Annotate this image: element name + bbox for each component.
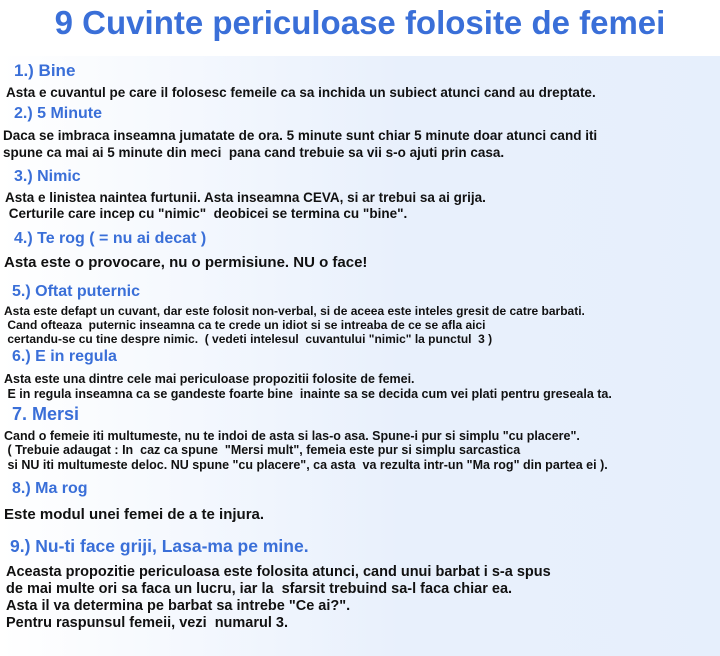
section-heading: 1.) Bine (14, 61, 76, 80)
section-line: Cand o femeie iti multumeste, nu te indoi de asta si las-o asa. Spune-i pur si simplu "cu placere". (4, 429, 580, 443)
section-line: certandu-se cu tine despre nimic. ( vedeti intelesul cuvantului "nimic" la punctul 3 ) (4, 332, 493, 346)
section-heading: 9.) Nu-ti face griji, Lasa-ma pe mine. (10, 536, 309, 556)
section-line: Pentru raspunsul femeii, vezi numarul 3. (6, 615, 289, 631)
section-heading: 8.) Ma rog (12, 480, 88, 497)
section-line: Asta e linistea naintea furtunii. Asta inseamna CEVA, si ar trebui sa ai grija. (5, 190, 486, 205)
section-heading: 4.) Te rog ( = nu ai decat ) (14, 230, 207, 247)
section-7 (0, 404, 720, 478)
section-line: spune ca mai ai 5 minute din meci pana cand trebuie sa vii s-o ajuti prin casa. (3, 145, 505, 160)
section-6 (0, 346, 720, 404)
section-9 (0, 530, 720, 656)
section-4 (0, 228, 720, 280)
section-1 (0, 56, 720, 104)
section-line: E in regula inseamna ca se gandeste foarte bine inainte sa se decida cum vei plati pentru greseala ta. (4, 387, 612, 401)
section-heading: 6.) E in regula (12, 348, 117, 365)
section-line: Aceasta propozitie periculoasa este folosita atunci, cand unui barbat i s-a spus (6, 564, 551, 580)
section-line: de mai multe ori sa faca un lucru, iar la sfarsit trebuind sa-l faca chiar ea. (6, 581, 513, 597)
page-title: 9 Cuvinte periculoase folosite de femei (54, 4, 666, 41)
section-line: Certurile care incep cu "nimic" deobicei se termina cu "bine". (5, 206, 408, 221)
section-line: Este modul unei femei de a te injura. (4, 506, 265, 523)
section-heading: 3.) Nimic (14, 168, 81, 185)
section-heading: 2.) 5 Minute (14, 105, 103, 122)
section-3 (0, 166, 720, 228)
section-line: si NU iti multumeste deloc. NU spune "cu placere", ca asta va rezulta intr-un "Ma rog" din partea ei ). (4, 458, 608, 472)
section-line: Asta il va determina pe barbat sa intrebe "Ce ai?". (6, 598, 351, 614)
section-8 (0, 478, 720, 530)
section-5 (0, 280, 720, 346)
section-line: Asta este una dintre cele mai periculoase propozitii folosite de femei. (4, 372, 415, 386)
section-line: Daca se imbraca inseamna jumatate de ora. 5 minute sunt chiar 5 minute doar atunci cand iti (3, 128, 598, 143)
section-line: Cand ofteaza puternic inseamna ca te crede un idiot si se intreaba de ce se afla aici (4, 318, 486, 332)
section-2 (0, 104, 720, 166)
section-line: ( Trebuie adaugat : In caz ca spune "Mersi mult", femeia este pur si simplu sarcastica (4, 443, 521, 457)
section-line: Asta este defapt un cuvant, dar este folosit non-verbal, si de aceea este inteles gresit de catre barbati. (4, 304, 585, 318)
section-line: Asta este o provocare, nu o permisiune. NU o face! (4, 254, 368, 271)
section-line: Asta e cuvantul pe care il folosesc femeile ca sa inchida un subiect atunci cand au dreptate. (6, 85, 596, 100)
section-heading: 5.) Oftat puternic (12, 283, 141, 300)
section-heading: 7. Mersi (12, 404, 80, 424)
